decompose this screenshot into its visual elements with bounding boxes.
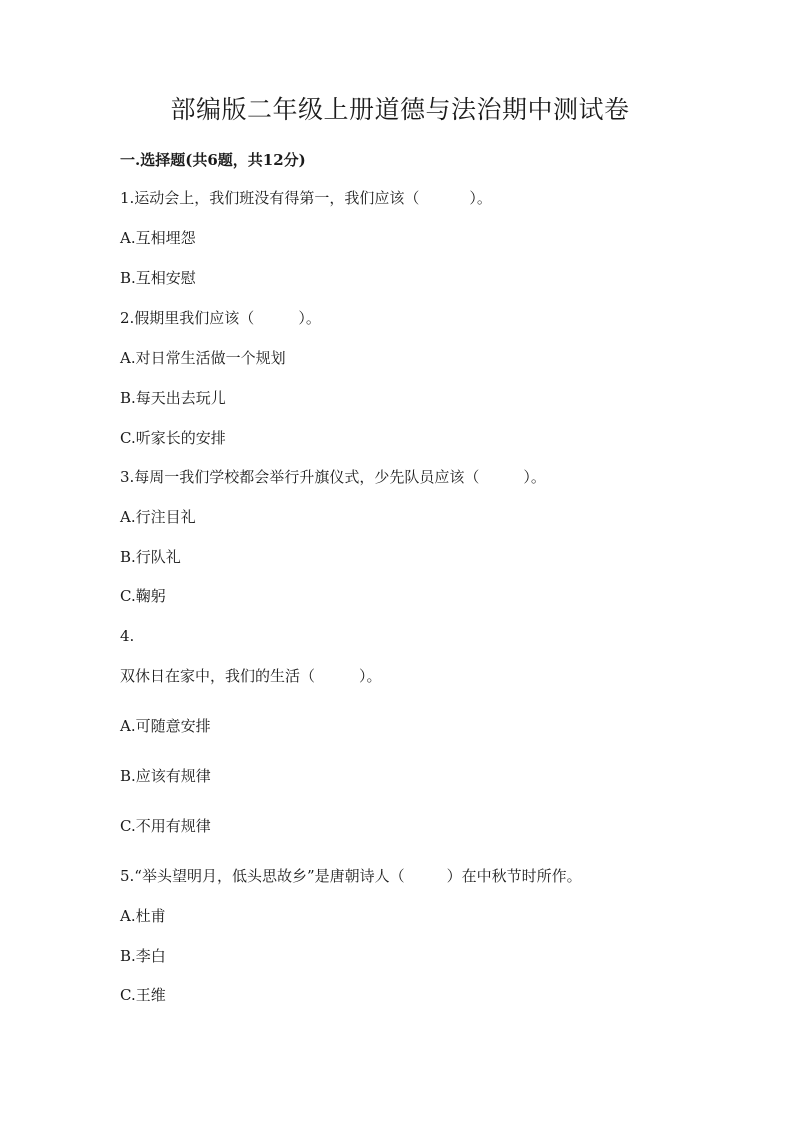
question-5-option-b: B.李白 xyxy=(120,947,166,965)
question-1-option-a: A.互相埋怨 xyxy=(120,229,196,247)
question-3-stem-text: 3.每周一我们学校都会举行升旗仪式，少先队员应该（ xyxy=(120,468,480,486)
question-4-option-b: B.应该有规律 xyxy=(120,767,211,785)
question-4-stem-text: 双休日在家中，我们的生活（ xyxy=(120,667,316,685)
question-5-stem-end: ）在中秋节时所作。 xyxy=(446,867,582,885)
question-1-stem-text: 1.运动会上，我们班没有得第一，我们应该（ xyxy=(120,189,420,207)
question-2-stem xyxy=(120,308,321,328)
question-5-stem-text: 5.“举头望明月，低头思故乡”是唐朝诗人（ xyxy=(120,867,405,885)
question-4-option-c: C.不用有规律 xyxy=(120,817,211,835)
question-3-option-c: C.鞠躬 xyxy=(120,587,166,605)
question-5-option-c: C.王维 xyxy=(120,986,166,1004)
question-2-stem-text: 2.假期里我们应该（ xyxy=(120,309,255,327)
exam-title: 部编版二年级上册道德与法治期中测试卷 xyxy=(170,95,630,124)
question-4-number: 4. xyxy=(120,627,135,645)
question-1-stem xyxy=(120,188,492,208)
question-2-option-a: A.对日常生活做一个规划 xyxy=(120,349,286,367)
question-2-option-c: C.听家长的安排 xyxy=(120,429,226,447)
question-4-stem-end: ）。 xyxy=(359,667,382,685)
question-5-stem xyxy=(120,866,582,886)
question-2-stem-end: ）。 xyxy=(298,309,321,327)
question-3-stem xyxy=(120,467,546,487)
question-3-stem-end: ）。 xyxy=(523,468,546,486)
question-5-option-a: A.杜甫 xyxy=(120,907,166,925)
question-4-option-a: A.可随意安排 xyxy=(120,717,211,735)
question-2-option-b: B.每天出去玩儿 xyxy=(120,389,226,407)
question-3-option-b: B.行队礼 xyxy=(120,548,181,566)
question-1-stem-end: ）。 xyxy=(469,189,492,207)
question-1-option-b: B.互相安慰 xyxy=(120,269,196,287)
question-4-stem xyxy=(120,666,382,686)
question-3-option-a: A.行注目礼 xyxy=(120,508,196,526)
section-heading: 一.选择题(共6题，共12分) xyxy=(120,151,306,169)
